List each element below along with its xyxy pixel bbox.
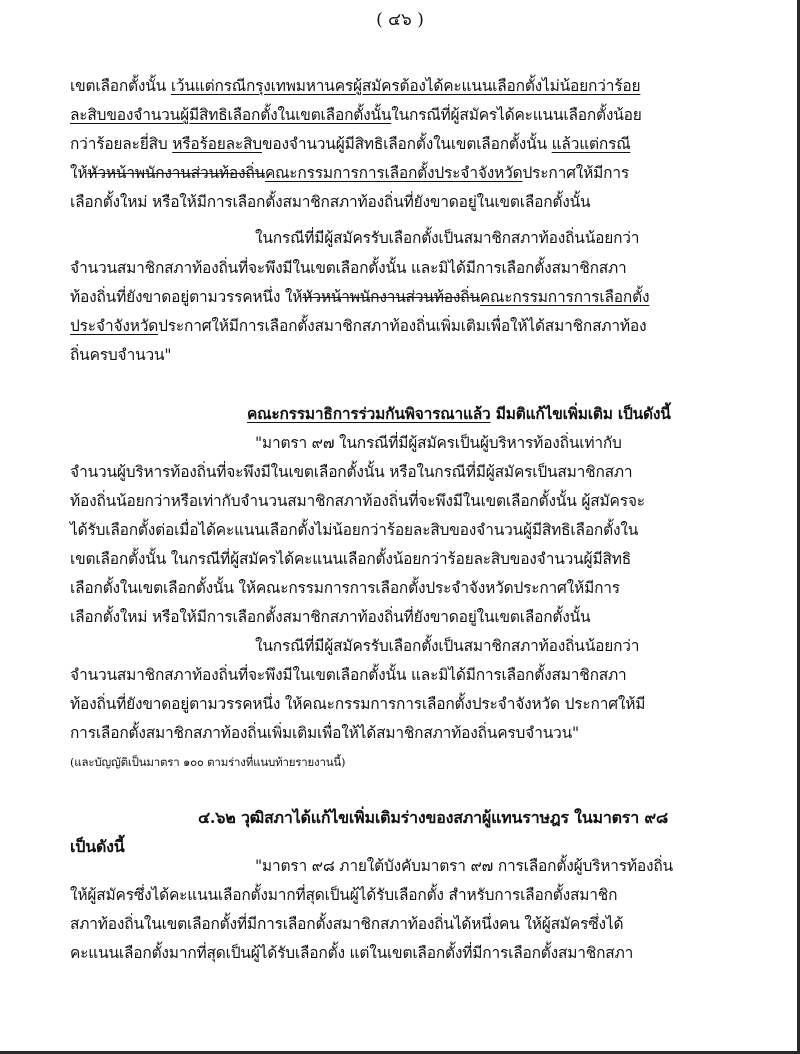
section98-line-3: สภาท้องถิ่นในเขตเลือกตั้งที่มีการเลือกตั้งสมาชิกสภาท้องถิ่นได้หนึ่งคน ให้ผู้สมัครซึ่งได้ [70, 915, 624, 933]
underlined-text: คณะกรรมการการเลือกตั้ง [479, 288, 650, 306]
section98-line-4: คะแนนเลือกตั้งมากที่สุดเป็นผู้ได้รับเลือกตั้ง แต่ในเขตเลือกตั้งที่มีการเลือกตั้งสมาชิกสภา [70, 944, 634, 962]
text-run: ของจำนวนผู้มีสิทธิเลือกตั้งในเขตเลือกตั้งนั้น [261, 135, 552, 153]
text-run: ประกาศให้มีการ [522, 164, 629, 182]
text-run: ในกรณีที่ผู้สมัครได้คะแนนเลือกตั้งน้อย [391, 106, 642, 124]
text-run: ให้ [70, 164, 88, 182]
committee-suffix: มีมติแก้ไขเพิ่มเติม เป็นดังนี้ [490, 404, 671, 423]
section97-line-5: เขตเลือกตั้งนั้น ในกรณีที่ผู้สมัครได้คะแนนเลือกตั้งน้อยกว่าร้อยละสิบของจำนวนผู้มีสิทธิ [70, 550, 631, 568]
struck-text: หัวหน้าพนักงานส่วนท้องถิ่น [87, 164, 265, 182]
para2-line-4 [70, 316, 646, 336]
section98-line-1: "มาตรา ๙๘ ภายใต้บังคับมาตรา ๙๗ การเลือกตั้งผู้บริหารท้องถิ่น [255, 857, 673, 875]
section97-line-7: เลือกตั้งใหม่ หรือให้มีการเลือกตั้งสมาชิกสภาท้องถิ่นที่ยังขาดอยู่ในเขตเลือกตั้งนั้น [70, 608, 591, 626]
para1-line-3 [70, 134, 630, 154]
para1-line-1 [70, 76, 640, 96]
page-number: ( ๔๖ ) [376, 10, 424, 30]
para2-line-3 [70, 287, 649, 307]
underlined-text: แล้วแต่กรณี [551, 135, 631, 153]
section97-line-3: ท้องถิ่นน้อยกว่าหรือเท่ากับจำนวนสมาชิกสภาท้องถิ่นที่จะพึงมีในเขตเลือกตั้งนั้น ผู้สมัครจะ [70, 492, 645, 510]
footnote: (และบัญญัติเป็นมาตรา ๑๐๐ ตามร่างที่แนบท้ายรายงานนี้) [70, 755, 346, 769]
para1-line-4 [70, 163, 629, 183]
para2-line-1: ในกรณีที่มีผู้สมัครรับเลือกตั้งเป็นสมาชิกสภาท้องถิ่นน้อยกว่า [255, 229, 640, 247]
text-run: เขตเลือกตั้งนั้น [70, 77, 171, 95]
section97-line-8: ในกรณีที่มีผู้สมัครรับเลือกตั้งเป็นสมาชิกสภาท้องถิ่นน้อยกว่า [255, 637, 640, 655]
section97-line-4: ได้รับเลือกตั้งต่อเมื่อได้คะแนนเลือกตั้งไม่น้อยกว่าร้อยละสิบของจำนวนผู้มีสิทธิเลือกตั้งใน [70, 521, 639, 539]
text-run: ประกาศให้มีการเลือกตั้งสมาชิกสภาท้องถิ่นเพิ่มเติมเพื่อให้ได้สมาชิกสภาท้อง [158, 317, 647, 335]
underlined-text: คณะกรรมการการเลือกตั้งประจำจังหวัด [264, 164, 523, 182]
underlined-text: หรือร้อยละสิบ [172, 135, 262, 153]
underlined-text: ละสิบของจำนวนผู้มีสิทธิเลือกตั้งในเขตเลือกตั้งนั้น [70, 106, 392, 124]
underlined-text: เว้นแต่กรณีกรุงเทพมหานครผู้สมัครต้องได้คะแนนเลือกตั้งไม่น้อยกว่าร้อย [170, 77, 641, 95]
item-heading-continued: เป็นดังนี้ [70, 837, 125, 856]
committee-resolution [247, 404, 671, 424]
text-run: กว่าร้อยละยี่สิบ [70, 135, 173, 153]
section97-line-9: จำนวนสมาชิกสภาท้องถิ่นที่จะพึงมีในเขตเลือกตั้งนั้น และมิได้มีการเลือกตั้งสมาชิกสภา [70, 666, 627, 684]
section97-line-10: ท้องถิ่นที่ยังขาดอยู่ตามวรรคหนึ่ง ให้คณะกรรมการการเลือกตั้งประจำจังหวัด ประกาศให้มี [70, 695, 646, 713]
section98-line-2: ให้ผู้สมัครซึ่งได้คะแนนเลือกตั้งมากที่สุดเป็นผู้ได้รับเลือกตั้ง สำหรับการเลือกตั้งสมาชิก [70, 886, 618, 904]
section97-line-2: จำนวนผู้บริหารท้องถิ่นที่จะพึงมีในเขตเลือกตั้งนั้น หรือในกรณีที่มีผู้สมัครเป็นสมาชิกสภา [70, 463, 633, 481]
section97-line-6: เลือกตั้งในเขตเลือกตั้งนั้น ให้คณะกรรมการการเลือกตั้งประจำจังหวัดประกาศให้มีการ [70, 579, 620, 597]
section97-line-1: "มาตรา ๙๗ ในกรณีที่มีผู้สมัครเป็นผู้บริหารท้องถิ่นเท่ากับ [255, 434, 622, 452]
struck-text: หัวหน้าพนักงานส่วนท้องถิ่น [302, 288, 480, 306]
para2-line-2: จำนวนสมาชิกสภาท้องถิ่นที่จะพึงมีในเขตเลือกตั้งนั้น และมิได้มีการเลือกตั้งสมาชิกสภา [70, 259, 627, 277]
para1-line-2 [70, 105, 642, 125]
underlined-text: ประจำจังหวัด [70, 317, 159, 335]
text-run: ท้องถิ่นที่ยังขาดอยู่ตามวรรคหนึ่ง ให้ [70, 288, 303, 306]
para1-line-5: เลือกตั้งใหม่ หรือให้มีการเลือกตั้งสมาชิกสภาท้องถิ่นที่ยังขาดอยู่ในเขตเลือกตั้งนั้น [70, 193, 591, 211]
para2-line-5: ถิ่นครบจำนวน" [70, 346, 172, 364]
item-heading: ๔.๖๒ วุฒิสภาได้แก้ไขเพิ่มเติมร่างของสภาผู้แทนราษฎร ในมาตรา ๙๘ [198, 808, 669, 827]
committee-label: คณะกรรมาธิการร่วมกันพิจารณาแล้ว [247, 404, 491, 423]
section97-line-11: การเลือกตั้งสมาชิกสภาท้องถิ่นเพิ่มเติมเพื่อให้ได้สมาชิกสภาท้องถิ่นครบจำนวน" [70, 724, 579, 742]
